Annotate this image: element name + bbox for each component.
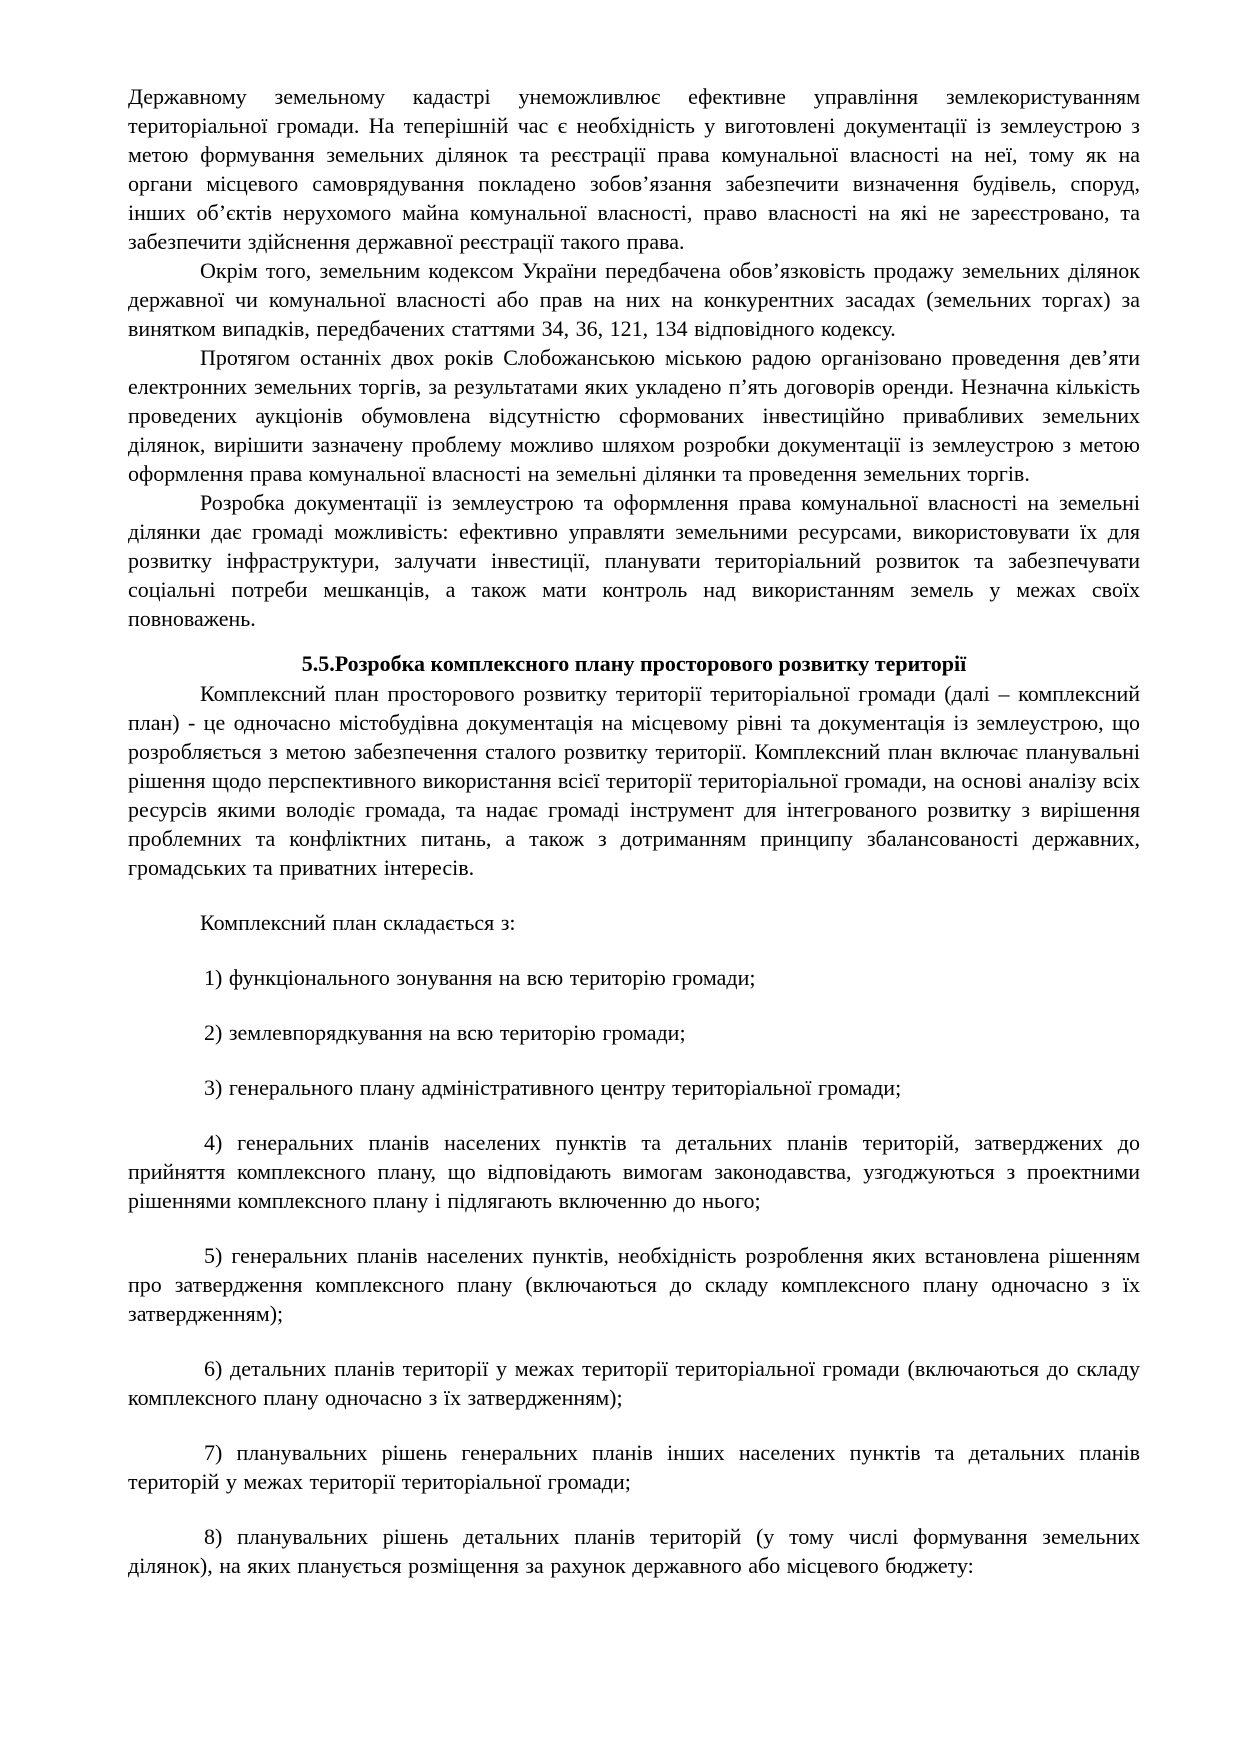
body-paragraph-3: Протягом останніх двох років Слобожанською міською радою організовано проведення дев’яти електронних земельних торгів, за результатами яких укладено п’ять договорів оренди. Незначна кількість проведених аукціонів обумовлена відсутністю сформованих інвестиційно привабливих земельних ділянок, вирішити зазначену проблему можливо шляхом розробки документації із землеустрою з метою оформлення права комунальної власності на земельні ділянки та проведення земельних торгів. <box>128 345 1140 486</box>
list-item-2: 2) землевпорядкування на всю територію громади; <box>204 1020 686 1045</box>
body-paragraph-4: Розробка документації із землеустрою та оформлення права комунальної власності на земельні ділянки дає громаді можливість: ефективно управляти земельними ресурсами, використовувати їх для розвитку інфраструктури, залучати інвестиції, планувати територіальний розвиток та забезпечувати соціальні потреби мешканців, а також мати контроль над використанням земель у межах своїх повноважень. <box>128 490 1140 631</box>
list-item-8: 8) планувальних рішень детальних планів територій (у тому числі формування земельних ділянок), на яких планується розміщення за рахунок державного або місцевого бюджету: <box>128 1524 1140 1578</box>
section-heading: 5.5.Розробка комплексного плану просторового розвитку території <box>301 651 967 676</box>
section-intro-paragraph: Комплексний план просторового розвитку території територіальної громади (далі – комплексний план) - це одночасно містобудівна документація на місцевому рівні та документація із землеустрою, що розробляється з метою забезпечення сталого розвитку території. Комплексний план включає планувальні рішення щодо перспективного використання всієї території територіальної громади, на основі аналізу всіх ресурсів якими володіє громада, та надає громаді інструмент для інтегрованого розвитку з вирішення проблемних та конфліктних питань, а також з дотриманням принципу збалансованості державних, громадських та приватних інтересів. <box>128 681 1140 880</box>
list-item-7: 7) планувальних рішень генеральних планів інших населених пунктів та детальних планів територій у межах території територіальної громади; <box>128 1440 1140 1494</box>
list-item-5: 5) генеральних планів населених пунктів, необхідність розроблення яких встановлена рішенням про затвердження комплексного плану (включаються до складу комплексного плану одночасно з їх затвердженням); <box>128 1243 1140 1326</box>
body-paragraph-1: Державному земельному кадастрі унеможливлює ефективне управління землекористуванням територіальної громади. На теперішній час є необхідність у виготовлені документації із землеустрою з метою формування земельних ділянок та реєстрації права комунальної власності на неї, тому як на органи місцевого самоврядування покладено зобов’язання забезпечити визначення будівель, споруд, інших об’єктів нерухомого майна комунальної власності, право власності на які не зареєстровано, та забезпечити здійснення державної реєстрації такого права. <box>128 84 1140 254</box>
body-paragraph-2: Окрім того, земельним кодексом України передбачена обов’язковість продажу земельних ділянок державної чи комунальної власності або прав на них на конкурентних засадах (земельних торгах) за винятком випадків, передбачених статтями 34, 36, 121, 134 відповідного кодексу. <box>128 258 1140 341</box>
list-item-4: 4) генеральних планів населених пунктів та детальних планів територій, затверджених до прийняття комплексного плану, що відповідають вимогам законодавства, узгоджуються з проектними рішеннями комплексного плану і підлягають включенню до нього; <box>128 1130 1140 1213</box>
list-item-1: 1) функціонального зонування на всю територію громади; <box>204 965 756 990</box>
list-lead-in: Комплексний план складається з: <box>200 910 516 935</box>
list-item-3: 3) генерального плану адміністративного центру територіальної громади; <box>204 1075 902 1100</box>
list-item-6: 6) детальних планів території у межах території територіальної громади (включаються до складу комплексного плану одночасно з їх затвердженням); <box>128 1356 1140 1410</box>
